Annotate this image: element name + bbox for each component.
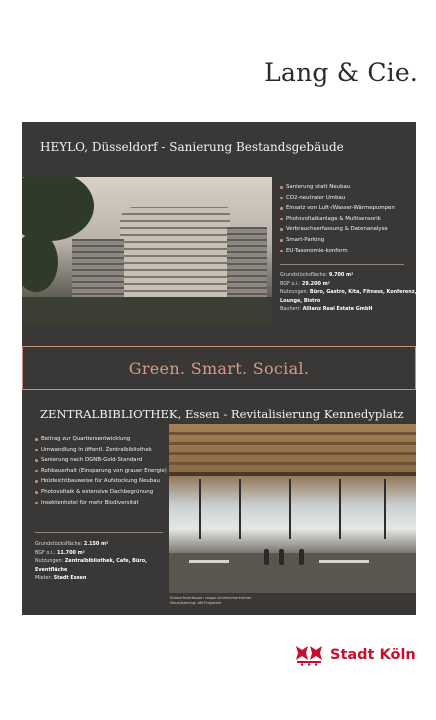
list-item: Photovoltaikanlage & Multisensorik — [280, 214, 414, 225]
tree-foliage — [22, 232, 58, 292]
ceiling-beam — [169, 432, 416, 435]
ceiling-beam — [169, 462, 416, 465]
table — [189, 560, 229, 563]
fact-row: BGF o.i.: 29.200 m² — [280, 280, 330, 287]
person — [299, 549, 304, 565]
content-panel — [22, 122, 416, 615]
project1-image — [22, 177, 272, 323]
project1-facts — [280, 271, 417, 314]
table — [319, 560, 369, 563]
list-item: Rohbauerhalt (Einsparung von grauer Energie) — [35, 466, 173, 477]
ceiling-beam — [169, 442, 416, 445]
window-mullion — [199, 479, 201, 539]
fact-row: Eventfläche — [35, 566, 68, 573]
window-mullion — [289, 479, 291, 539]
project1-feature-list — [280, 182, 414, 256]
list-item: Sanierung nach DGNB-Gold-Standard — [35, 455, 173, 466]
fact-row: Nutzungen: Büro, Gastro, Kita, Fitness, Konferenz, — [280, 289, 417, 296]
building-main — [120, 207, 230, 297]
list-item: Holzleichtbauweise für Aufstockung Neubau — [35, 476, 173, 487]
list-item: EU-Taxonomie-konform — [280, 246, 414, 257]
fact-row: Bauherr: Allianz Real Estate GmbH — [280, 306, 373, 313]
list-item: Insektenhotel für mehr Biodiversität — [35, 498, 173, 509]
list-item: Einsatz von Luft-/Wasser-Wärmepumpen — [280, 203, 414, 214]
window-mullion — [239, 479, 241, 539]
project2-image — [169, 424, 416, 593]
city-crest-icon — [294, 644, 324, 666]
fact-row: Mieter: Stadt Essen — [35, 575, 87, 582]
building-left — [72, 239, 124, 299]
fact-row: Grundstücksfläche: 9.700 m² — [280, 272, 354, 278]
image-caption: Entwurfsverfasser: caspar.schmitzmorkramer Visualisierung: AM Empathie — [170, 596, 252, 605]
fact-row: Lounge, Bistro — [280, 297, 321, 304]
divider — [280, 264, 404, 265]
project2-feature-list — [35, 434, 173, 508]
divider — [35, 532, 163, 533]
brand-logo: Lang & Cie. — [264, 58, 418, 87]
window-mullion — [339, 479, 341, 539]
person — [279, 549, 284, 565]
city-logo — [294, 644, 416, 666]
list-item: Photovoltaik & extensive Dachbegrünung — [35, 487, 173, 498]
fact-row: Grundstücksfläche: 2.150 m² — [35, 541, 109, 547]
window-mullion — [384, 479, 386, 539]
list-item: Verbrauchserfassung & Datenanalyse — [280, 224, 414, 235]
ceiling-beam — [169, 452, 416, 455]
interior-floor — [169, 553, 416, 593]
list-item: CO2-neutraler Umbau — [280, 193, 414, 204]
list-item: Beitrag zur Quartiersentwicklung — [35, 434, 173, 445]
fact-row: Nutzungen: Zentralbibliothek, Cafe, Büro, — [35, 558, 148, 565]
person — [264, 549, 269, 565]
street-ground — [22, 297, 272, 323]
fact-row: BGF o.i.: 11.700 m² — [35, 549, 85, 556]
slogan-text: Green. Smart. Social. — [128, 358, 310, 378]
slogan-band — [22, 346, 416, 390]
ceiling-beam — [169, 472, 416, 476]
list-item: Umwandlung in öffentl. Zentralbibliothek — [35, 445, 173, 456]
project2-facts — [35, 540, 173, 583]
building-right — [227, 227, 267, 299]
list-item: Smart-Parking — [280, 235, 414, 246]
project2-title: ZENTRALBIBLIOTHEK, Essen - Revitalisierung Kennedyplatz — [40, 407, 404, 421]
list-item: Sanierung statt Neubau — [280, 182, 414, 193]
city-name: Stadt Köln — [330, 647, 416, 663]
project1-title: HEYLO, Düsseldorf - Sanierung Bestandsgebäude — [40, 140, 344, 154]
